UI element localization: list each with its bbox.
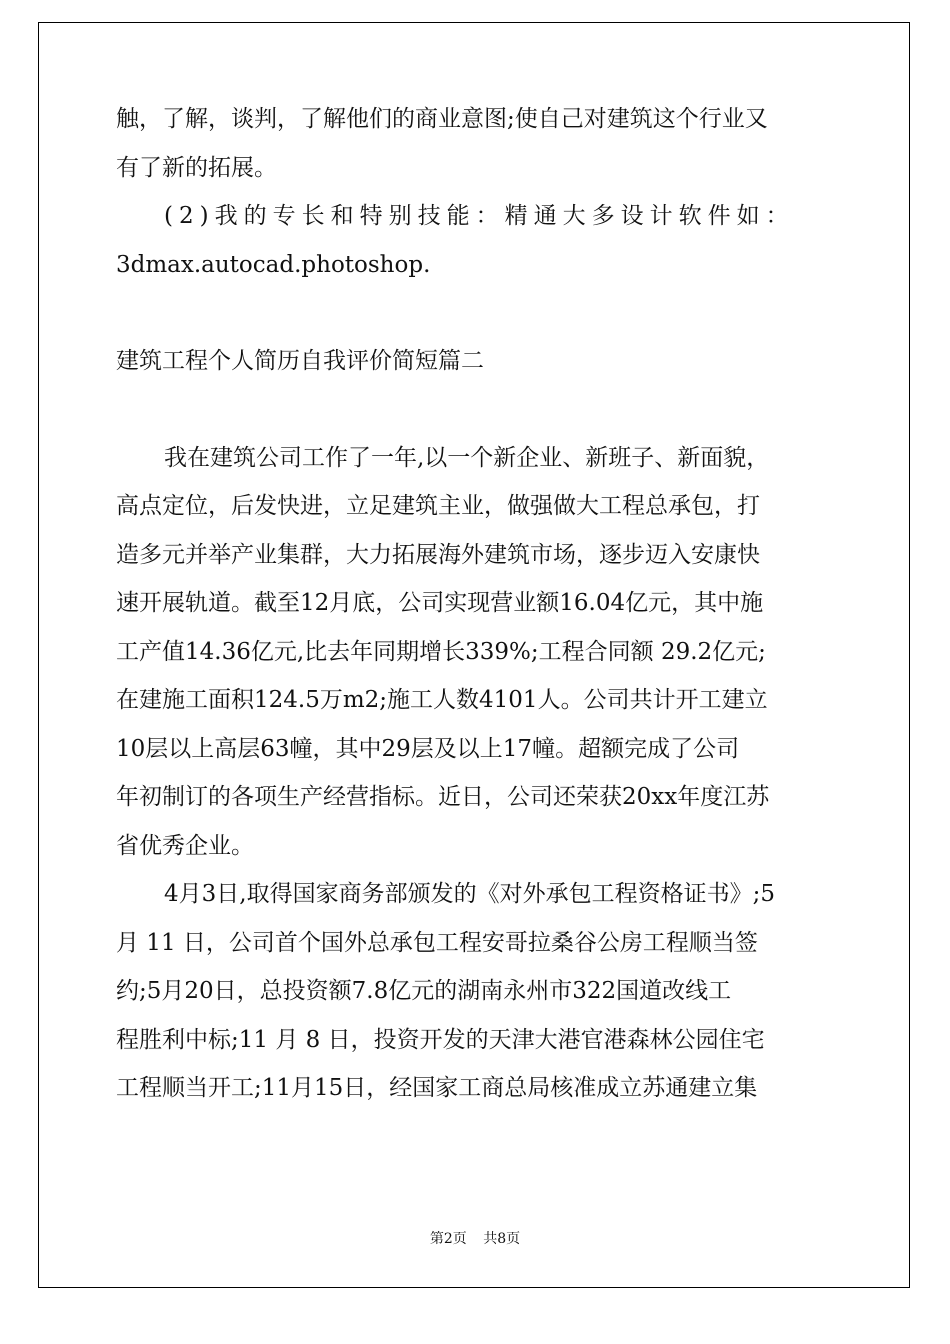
paragraph-line: 10层以上高层63幢，其中29层及以上17幢。超额完成了公司: [116, 735, 740, 762]
paragraph-line: 在建施工面积124.5万m2;施工人数4101人。公司共计开工建立: [116, 687, 768, 713]
paragraph-line: 我在建筑公司工作了一年,以一个新企业、新班子、新面貌，: [164, 444, 770, 471]
paragraph-line: 造多元并举产业集群，大力拓展海外建筑市场，逐步迈入安康快: [116, 541, 760, 568]
document-body: [116, 95, 836, 1113]
section-heading: 建筑工程个人简历自我评价简短篇二: [116, 348, 484, 374]
paragraph-line: 年初制订的各项生产经营指标。近日，公司还荣获20xx年度江苏: [116, 784, 770, 810]
text-line: (2)我的专长和特别技能：精通大多设计软件如：: [164, 203, 795, 229]
paragraph-line: 工产值14.36亿元,比去年同期增长339%;工程合同额 29.2亿元;: [116, 638, 766, 665]
paragraph-line: 约;5月20日，总投资额7.8亿元的湖南永州市322国道改线工: [116, 978, 732, 1004]
text-line: 有了新的拓展。: [116, 154, 277, 181]
page-total: 共8页: [483, 1231, 521, 1247]
paragraph-line: 工程顺当开工;11月15日，经国家工商总局核准成立苏通建立集: [116, 1075, 758, 1101]
text-line: 3dmax.autocad.photoshop.: [116, 251, 431, 278]
paragraph-line: 程胜利中标;11 月 8 日，投资开发的天津大港官港森林公园住宅: [116, 1026, 765, 1053]
paragraph-line: 速开展轨道。截至12月底，公司实现营业额16.04亿元，其中施: [116, 590, 764, 616]
paragraph-line: 高点定位，后发快进，立足建筑主业，做强做大工程总承包，打: [116, 493, 760, 519]
page-number: 第2页: [429, 1231, 467, 1247]
paragraph-line: 省优秀企业。: [116, 832, 254, 859]
page-footer: [0, 1228, 950, 1248]
text-line: 触，了解，谈判，了解他们的商业意图;使自己对建筑这个行业又: [116, 106, 768, 132]
paragraph-line: 4月3日,取得国家商务部颁发的《对外承包工程资格证书》;5: [164, 881, 775, 907]
paragraph-line: 月 11 日，公司首个国外总承包工程安哥拉桑谷公房工程顺当签: [116, 929, 758, 956]
